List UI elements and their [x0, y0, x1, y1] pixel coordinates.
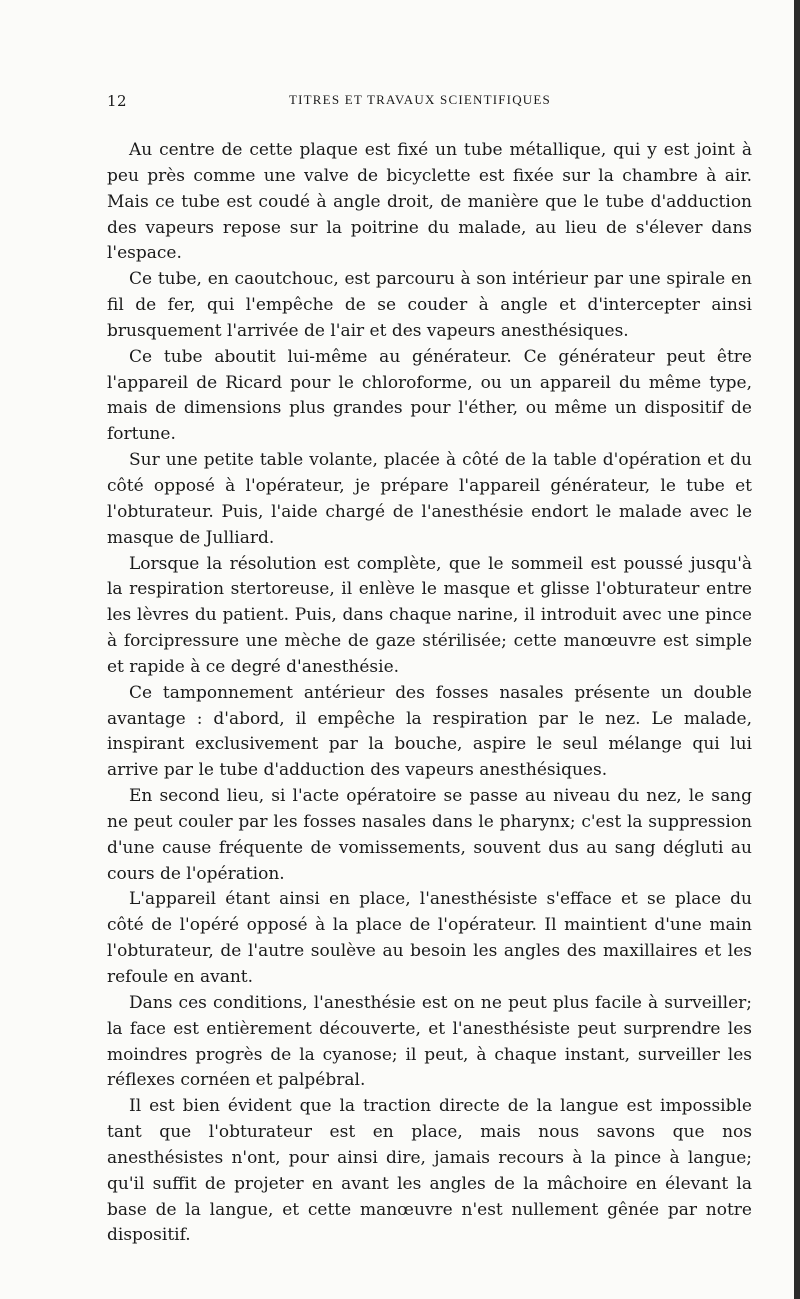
paragraph: En second lieu, si l'acte opératoire se passe au niveau du nez, le sang ne peut couler par les fosses nasales dans le pharynx; c'est la suppression d'une cause fréquente de vomissements, souvent dus au sang dégluti au cours de l'opération.: [107, 786, 752, 884]
page-edge-shadow: [794, 0, 800, 1299]
paragraph: L'appareil étant ainsi en place, l'anesthésiste s'efface et se place du côté de l'opéré opposé à la place de l'opérateur. Il maintient d'une main l'obturateur, de l'autre soulève au besoin les angles des maxillaires et les refoule en avant.: [107, 889, 752, 987]
paragraph: Ce tamponnement antérieur des fosses nasales présente un double avantage : d'abord, il empêche la respiration par le nez. Le malade, inspirant exclusivement par la bouche, aspire le seul mélange qui lui arrive par le tube d'adduction des vapeurs anesthésiques.: [107, 682, 752, 781]
paragraph: Ce tube, en caoutchouc, est parcouru à son intérieur par une spirale en fil de fer, qui l'empêche de se couder à angle et d'intercepter ainsi brusquement l'arrivée de l'air et des vapeurs anesthésiques.: [107, 269, 752, 341]
paragraph: Ce tube aboutit lui-même au générateur. Ce générateur peut être l'appareil de Ricard pour le chloroforme, ou un appareil du même type, mais de dimensions plus grandes pour l'éther, ou même un dispositif de fortune.: [107, 346, 752, 445]
paragraph: Au centre de cette plaque est fixé un tube métallique, qui y est joint à peu près comme une valve de bicyclette est fixée sur la chambre à air. Mais ce tube est coudé à angle droit, de manière que le tube d'adduction des vapeurs repose sur la poitrine du malade, au lieu de s'élever dans l'espace.: [107, 140, 752, 264]
paragraph: Lorsque la résolution est complète, que le sommeil est poussé jusqu'à la respiration stertoreuse, il enlève le masque et glisse l'obturateur entre les lèvres du patient. Puis, dans chaque narine, il introduit avec une pince à forcipressure une mèche de gaze stérilisée; cette manœuvre est simple et rapide à ce degré d'anesthésie.: [107, 553, 752, 677]
page-number: 12: [107, 92, 128, 110]
running-title: TITRES ET TRAVAUX SCIENTIFIQUES: [289, 92, 551, 107]
page-header: [107, 92, 747, 116]
paragraph: Dans ces conditions, l'anesthésie est on ne peut plus facile à surveiller; la face est entièrement découverte, et l'anesthésiste peut surprendre les moindres progrès de la cyanose; il peut, à chaque instant, surveiller les réflexes cornéen et palpébral.: [107, 992, 752, 1091]
paragraph: Sur une petite table volante, placée à côté de la table d'opération et du côté opposé à l'opérateur, je prépare l'appareil générateur, le tube et l'obturateur. Puis, l'aide chargé de l'anesthésie endort le malade avec le masque de Julliard.: [107, 450, 752, 548]
paragraph: Il est bien évident que la traction directe de la langue est impossible tant que l'obturateur est en place, mais nous savons que nos anesthésistes n'ont, pour ainsi dire, jamais recours à la pince à langue; qu'il suffit de projeter en avant les angles de la mâchoire en élevant la base de la langue, et cette manœuvre n'est nullement gênée par notre dispositif.: [107, 1096, 752, 1246]
body-text: [107, 138, 752, 1249]
